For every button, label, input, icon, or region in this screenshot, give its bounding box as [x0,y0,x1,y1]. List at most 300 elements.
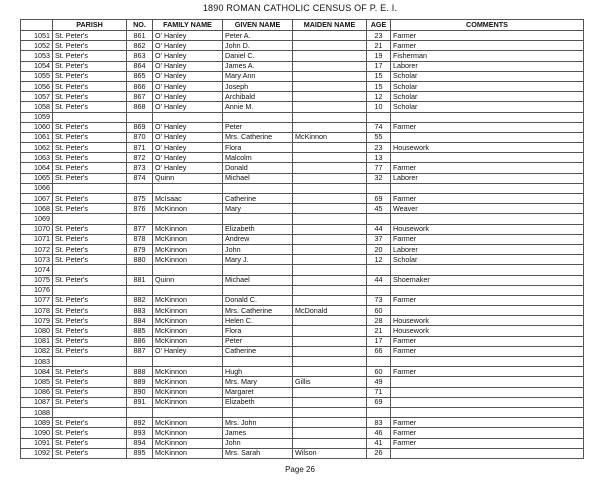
given-name-cell: Mrs. Catherine [223,306,293,316]
no-cell: 869 [127,122,153,132]
family-name-cell: McKinnon [153,336,223,346]
age-cell [367,112,391,122]
family-name-cell: McKinnon [153,204,223,214]
age-cell: 41 [367,438,391,448]
maiden-name-cell [293,163,367,173]
family-name-cell [153,357,223,367]
given-name-cell: Malcolm [223,153,293,163]
maiden-name-cell [293,143,367,153]
age-cell: 60 [367,306,391,316]
age-cell: 69 [367,194,391,204]
maiden-name-cell [293,183,367,193]
table-row [21,214,584,224]
no-cell: 870 [127,132,153,142]
given-name-cell: John D. [223,41,293,51]
maiden-name-cell [293,295,367,305]
line-number-cell: 1073 [21,255,53,265]
maiden-name-cell [293,51,367,61]
age-cell: 17 [367,336,391,346]
comments-cell: Farmer [391,346,584,356]
age-cell: 69 [367,397,391,407]
line-number-cell: 1065 [21,173,53,183]
family-name-cell: O' Hanley [153,143,223,153]
parish-cell [53,285,127,295]
line-number-cell: 1063 [21,153,53,163]
no-cell: 862 [127,41,153,51]
maiden-name-cell [293,285,367,295]
no-cell: 888 [127,367,153,377]
comments-cell: Farmer [391,194,584,204]
family-name-cell: O' Hanley [153,81,223,91]
comments-cell: Laborer [391,61,584,71]
given-name-cell: Catherine [223,194,293,204]
given-name-cell [223,265,293,275]
line-number-cell: 1083 [21,357,53,367]
maiden-name-cell [293,387,367,397]
given-name-cell: Mary [223,204,293,214]
parish-cell: St. Peter's [53,153,127,163]
line-number-cell: 1061 [21,132,53,142]
header-given-name: GIVEN NAME [223,20,293,31]
maiden-name-cell [293,173,367,183]
parish-cell: St. Peter's [53,438,127,448]
family-name-cell: McKinnon [153,367,223,377]
parish-cell: St. Peter's [53,194,127,204]
age-cell: 46 [367,428,391,438]
maiden-name-cell: McDonald [293,306,367,316]
age-cell: 32 [367,173,391,183]
table-row [21,234,584,244]
parish-cell [53,183,127,193]
table-row [21,204,584,214]
maiden-name-cell [293,71,367,81]
parish-cell: St. Peter's [53,326,127,336]
given-name-cell [223,214,293,224]
no-cell [127,214,153,224]
maiden-name-cell [293,244,367,254]
given-name-cell [223,407,293,417]
comments-cell [391,285,584,295]
header-row [21,20,584,31]
no-cell [127,265,153,275]
table-row [21,265,584,275]
no-cell: 884 [127,316,153,326]
header-age: AGE [367,20,391,31]
table-row [21,163,584,173]
parish-cell [53,357,127,367]
no-cell [127,407,153,417]
comments-cell: Farmer [391,31,584,41]
given-name-cell: Mrs. Catherine [223,132,293,142]
comments-cell [391,183,584,193]
given-name-cell [223,357,293,367]
table-row [21,143,584,153]
parish-cell [53,112,127,122]
family-name-cell: O' Hanley [153,163,223,173]
maiden-name-cell [293,407,367,417]
line-number-cell: 1062 [21,143,53,153]
line-number-cell: 1069 [21,214,53,224]
given-name-cell: Peter A. [223,31,293,41]
maiden-name-cell [293,61,367,71]
given-name-cell: Elizabeth [223,397,293,407]
age-cell: 49 [367,377,391,387]
age-cell: 28 [367,316,391,326]
family-name-cell [153,407,223,417]
line-number-cell: 1057 [21,92,53,102]
line-number-cell: 1079 [21,316,53,326]
age-cell: 17 [367,61,391,71]
line-number-cell: 1067 [21,194,53,204]
family-name-cell: McIsaac [153,194,223,204]
family-name-cell: McKinnon [153,448,223,458]
family-name-cell: O' Hanley [153,132,223,142]
parish-cell: St. Peter's [53,275,127,285]
family-name-cell: Quinn [153,275,223,285]
comments-cell: Scholar [391,71,584,81]
maiden-name-cell [293,102,367,112]
line-number-cell: 1081 [21,336,53,346]
family-name-cell [153,285,223,295]
age-cell [367,183,391,193]
line-number-cell: 1058 [21,102,53,112]
family-name-cell: O' Hanley [153,153,223,163]
family-name-cell: McKinnon [153,255,223,265]
family-name-cell: O' Hanley [153,102,223,112]
census-table [20,19,584,459]
maiden-name-cell [293,418,367,428]
table-row [21,346,584,356]
no-cell: 887 [127,346,153,356]
no-cell: 890 [127,387,153,397]
given-name-cell: Peter [223,336,293,346]
age-cell: 10 [367,102,391,112]
comments-cell: Weaver [391,204,584,214]
parish-cell: St. Peter's [53,316,127,326]
no-cell: 892 [127,418,153,428]
no-cell: 882 [127,295,153,305]
parish-cell: St. Peter's [53,122,127,132]
line-number-cell: 1056 [21,81,53,91]
table-row [21,132,584,142]
comments-cell: Housework [391,316,584,326]
no-cell: 872 [127,153,153,163]
given-name-cell: Annie M. [223,102,293,112]
family-name-cell [153,265,223,275]
age-cell: 71 [367,387,391,397]
given-name-cell: Catherine [223,346,293,356]
maiden-name-cell [293,275,367,285]
maiden-name-cell [293,224,367,234]
parish-cell: St. Peter's [53,71,127,81]
line-number-cell: 1089 [21,418,53,428]
line-number-cell: 1078 [21,306,53,316]
line-number-cell: 1052 [21,41,53,51]
parish-cell: St. Peter's [53,51,127,61]
age-cell: 13 [367,153,391,163]
given-name-cell: Joseph [223,81,293,91]
age-cell: 23 [367,31,391,41]
no-cell: 865 [127,71,153,81]
family-name-cell: McKinnon [153,438,223,448]
family-name-cell: McKinnon [153,224,223,234]
table-row [21,316,584,326]
header-line-number [21,20,53,31]
line-number-cell: 1071 [21,234,53,244]
parish-cell: St. Peter's [53,234,127,244]
parish-cell: St. Peter's [53,346,127,356]
table-row [21,61,584,71]
no-cell: 883 [127,306,153,316]
given-name-cell: Mary J. [223,255,293,265]
table-row [21,428,584,438]
table-row [21,255,584,265]
family-name-cell: O' Hanley [153,51,223,61]
given-name-cell [223,285,293,295]
maiden-name-cell [293,336,367,346]
maiden-name-cell [293,234,367,244]
parish-cell [53,407,127,417]
parish-cell: St. Peter's [53,377,127,387]
age-cell: 45 [367,204,391,214]
given-name-cell: Michael [223,173,293,183]
family-name-cell [153,112,223,122]
line-number-cell: 1076 [21,285,53,295]
line-number-cell: 1087 [21,397,53,407]
maiden-name-cell: McKinnon [293,132,367,142]
line-number-cell: 1074 [21,265,53,275]
maiden-name-cell [293,316,367,326]
table-row [21,336,584,346]
no-cell [127,183,153,193]
comments-cell [391,377,584,387]
table-row [21,112,584,122]
given-name-cell: Flora [223,326,293,336]
family-name-cell: Quinn [153,173,223,183]
age-cell: 44 [367,275,391,285]
family-name-cell: McKinnon [153,295,223,305]
parish-cell: St. Peter's [53,173,127,183]
no-cell: 881 [127,275,153,285]
table-row [21,194,584,204]
maiden-name-cell [293,112,367,122]
comments-cell: Laborer [391,173,584,183]
age-cell: 74 [367,122,391,132]
age-cell: 21 [367,326,391,336]
table-row [21,367,584,377]
line-number-cell: 1088 [21,407,53,417]
family-name-cell: McKinnon [153,326,223,336]
maiden-name-cell [293,31,367,41]
age-cell [367,265,391,275]
age-cell: 12 [367,255,391,265]
table-row [21,122,584,132]
no-cell: 871 [127,143,153,153]
family-name-cell: McKinnon [153,387,223,397]
age-cell: 55 [367,132,391,142]
given-name-cell: Mary Ann [223,71,293,81]
comments-cell [391,306,584,316]
maiden-name-cell [293,194,367,204]
table-row [21,438,584,448]
header-maiden-name: MAIDEN NAME [293,20,367,31]
given-name-cell: Michael [223,275,293,285]
line-number-cell: 1086 [21,387,53,397]
maiden-name-cell [293,214,367,224]
table-row [21,244,584,254]
no-cell: 880 [127,255,153,265]
no-cell: 895 [127,448,153,458]
given-name-cell: James [223,428,293,438]
no-cell [127,285,153,295]
given-name-cell: Andrew [223,234,293,244]
parish-cell: St. Peter's [53,41,127,51]
line-number-cell: 1070 [21,224,53,234]
given-name-cell: Donald C. [223,295,293,305]
maiden-name-cell [293,81,367,91]
table-row [21,71,584,81]
age-cell: 15 [367,81,391,91]
comments-cell [391,132,584,142]
parish-cell: St. Peter's [53,224,127,234]
comments-cell: Scholar [391,92,584,102]
parish-cell: St. Peter's [53,163,127,173]
comments-cell: Farmer [391,428,584,438]
table-row [21,407,584,417]
given-name-cell [223,112,293,122]
age-cell: 83 [367,418,391,428]
family-name-cell: McKinnon [153,306,223,316]
line-number-cell: 1051 [21,31,53,41]
age-cell: 19 [367,51,391,61]
no-cell: 874 [127,173,153,183]
no-cell: 885 [127,326,153,336]
line-number-cell: 1077 [21,295,53,305]
no-cell: 893 [127,428,153,438]
age-cell: 23 [367,143,391,153]
table-row [21,387,584,397]
given-name-cell: Archibald [223,92,293,102]
line-number-cell: 1055 [21,71,53,81]
comments-cell: Farmer [391,418,584,428]
comments-cell: Housework [391,224,584,234]
comments-cell [391,357,584,367]
comments-cell: Laborer [391,244,584,254]
age-cell: 66 [367,346,391,356]
maiden-name-cell [293,367,367,377]
family-name-cell: O' Hanley [153,71,223,81]
table-row [21,306,584,316]
family-name-cell: McKinnon [153,377,223,387]
line-number-cell: 1091 [21,438,53,448]
census-body [21,31,584,459]
family-name-cell: McKinnon [153,244,223,254]
maiden-name-cell [293,265,367,275]
line-number-cell: 1075 [21,275,53,285]
age-cell [367,285,391,295]
age-cell: 37 [367,234,391,244]
family-name-cell: McKinnon [153,234,223,244]
family-name-cell: O' Hanley [153,122,223,132]
table-row [21,295,584,305]
no-cell: 889 [127,377,153,387]
no-cell: 891 [127,397,153,407]
maiden-name-cell [293,346,367,356]
family-name-cell: McKinnon [153,316,223,326]
comments-cell: Housework [391,143,584,153]
given-name-cell: John [223,244,293,254]
line-number-cell: 1072 [21,244,53,254]
table-row [21,51,584,61]
no-cell: 861 [127,31,153,41]
age-cell: 44 [367,224,391,234]
parish-cell: St. Peter's [53,397,127,407]
comments-cell: Scholar [391,255,584,265]
line-number-cell: 1059 [21,112,53,122]
family-name-cell [153,214,223,224]
age-cell: 21 [367,41,391,51]
maiden-name-cell [293,428,367,438]
no-cell: 863 [127,51,153,61]
line-number-cell: 1060 [21,122,53,132]
parish-cell: St. Peter's [53,418,127,428]
line-number-cell: 1080 [21,326,53,336]
table-row [21,397,584,407]
maiden-name-cell [293,397,367,407]
parish-cell [53,265,127,275]
comments-cell: Farmer [391,163,584,173]
comments-cell: Shoemaker [391,275,584,285]
parish-cell: St. Peter's [53,61,127,71]
age-cell: 73 [367,295,391,305]
parish-cell: St. Peter's [53,367,127,377]
maiden-name-cell [293,326,367,336]
no-cell: 875 [127,194,153,204]
line-number-cell: 1082 [21,346,53,356]
no-cell [127,357,153,367]
table-row [21,153,584,163]
comments-cell: Farmer [391,438,584,448]
comments-cell [391,397,584,407]
given-name-cell: Margaret [223,387,293,397]
table-row [21,173,584,183]
family-name-cell: McKinnon [153,428,223,438]
parish-cell: St. Peter's [53,102,127,112]
page-title: 1890 ROMAN CATHOLIC CENSUS OF P. E. I. [202,3,398,13]
age-cell: 60 [367,367,391,377]
parish-cell: St. Peter's [53,244,127,254]
parish-cell: St. Peter's [53,295,127,305]
given-name-cell: Donald [223,163,293,173]
maiden-name-cell [293,204,367,214]
comments-cell: Scholar [391,102,584,112]
line-number-cell: 1064 [21,163,53,173]
parish-cell [53,214,127,224]
no-cell [127,112,153,122]
maiden-name-cell [293,41,367,51]
page-number: Page 26 [285,465,315,474]
given-name-cell: Elizabeth [223,224,293,234]
no-cell: 867 [127,92,153,102]
family-name-cell: O' Hanley [153,61,223,71]
line-number-cell: 1092 [21,448,53,458]
age-cell: 77 [367,163,391,173]
age-cell: 20 [367,244,391,254]
table-row [21,275,584,285]
comments-cell: Scholar [391,81,584,91]
given-name-cell: James A. [223,61,293,71]
no-cell: 879 [127,244,153,254]
